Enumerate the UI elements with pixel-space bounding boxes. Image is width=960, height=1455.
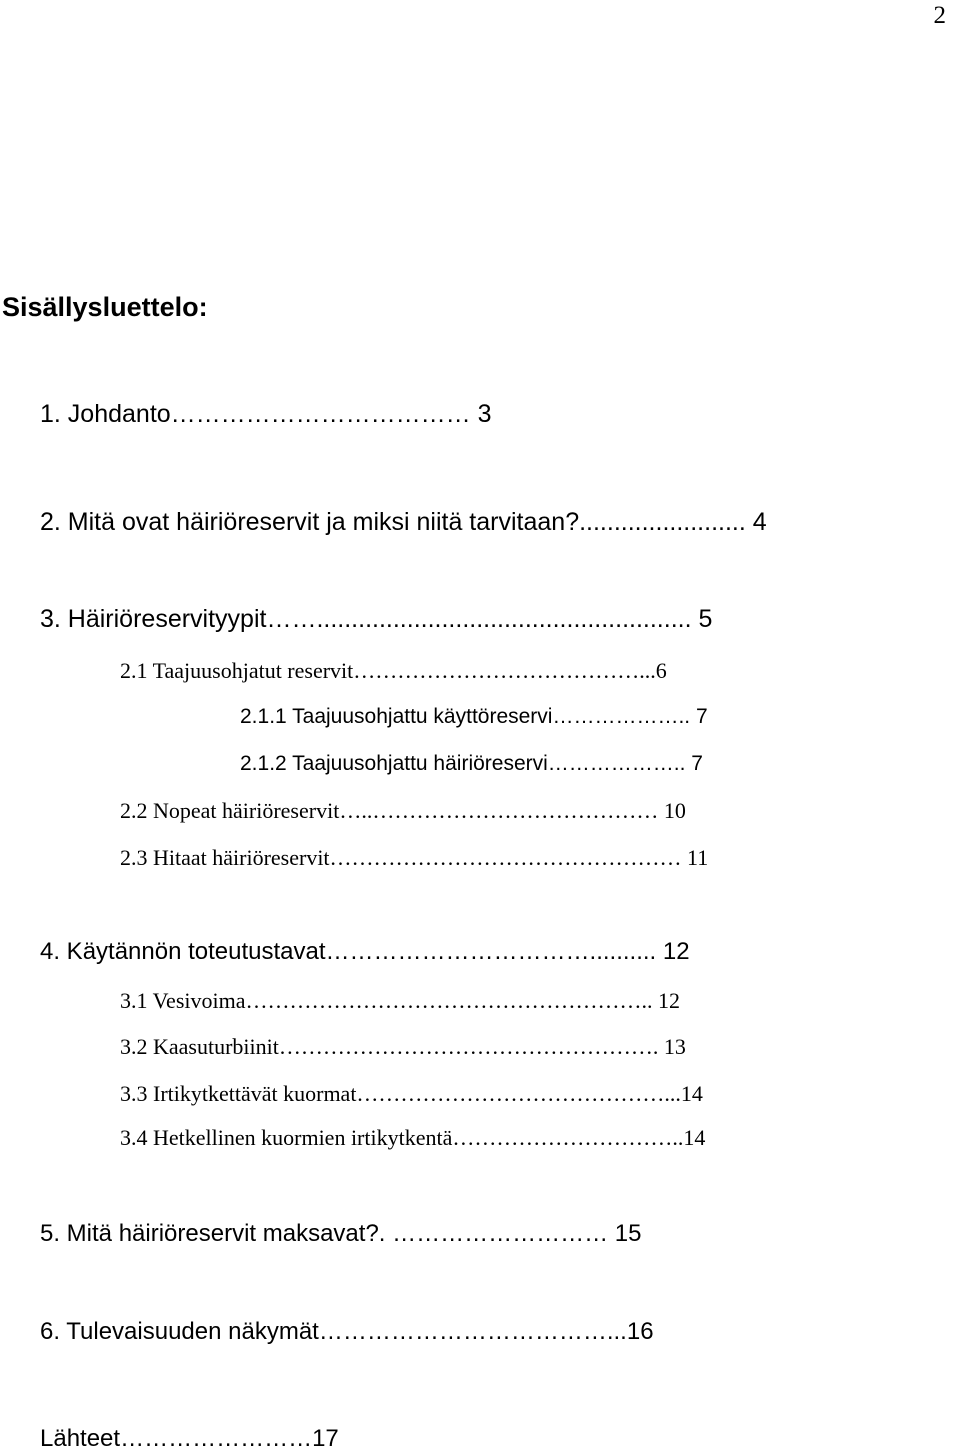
toc-entry-2: 2. Mitä ovat häiriöreservit ja miksi niitä tarvitaan?........................ 4 bbox=[40, 508, 767, 536]
toc-entry-6: 6. Tulevaisuuden näkymät………………………………...16 bbox=[40, 1318, 654, 1345]
toc-entry-4: 4. Käytännön toteutustavat…………………………….......... 12 bbox=[40, 938, 690, 965]
toc-entry-2-1-2: 2.1.2 Taajuusohjattu häiriöreservi……………….. 7 bbox=[240, 752, 703, 775]
toc-entry-1: 1. Johdanto……………………………… 3 bbox=[40, 400, 492, 428]
toc-entry-2-1-1: 2.1.1 Taajuusohjattu käyttöreservi……………….. 7 bbox=[240, 705, 708, 728]
toc-entry-3-3: 3.3 Irtikytkettävät kuormat……………………………………...14 bbox=[120, 1081, 703, 1106]
toc-entry-3: 3. Häiriöreservityypit……...................................................... 5 bbox=[40, 605, 713, 633]
toc-entry-references: Lähteet……………………17 bbox=[40, 1425, 339, 1452]
toc-entry-3-4: 3.4 Hetkellinen kuormien irtikytkentä…………………………..14 bbox=[120, 1125, 706, 1150]
toc-entry-2-1: 2.1 Taajuusohjatut reservit…………………………………...6 bbox=[120, 658, 667, 683]
toc-entry-5: 5. Mitä häiriöreservit maksavat?. ……………………… 15 bbox=[40, 1220, 642, 1247]
toc-entry-2-3: 2.3 Hitaat häiriöreservit………………………………………… 11 bbox=[120, 845, 709, 870]
toc-entry-2-2: 2.2 Nopeat häiriöreservit…..………………………………… 10 bbox=[120, 798, 686, 823]
toc-entry-3-1: 3.1 Vesivoima……………………………………………….. 12 bbox=[120, 988, 680, 1013]
toc-entry-3-2: 3.2 Kaasuturbiinit……………………………………………. 13 bbox=[120, 1034, 686, 1059]
page-number: 2 bbox=[933, 2, 946, 29]
page-title: Sisällysluettelo: bbox=[2, 292, 208, 322]
